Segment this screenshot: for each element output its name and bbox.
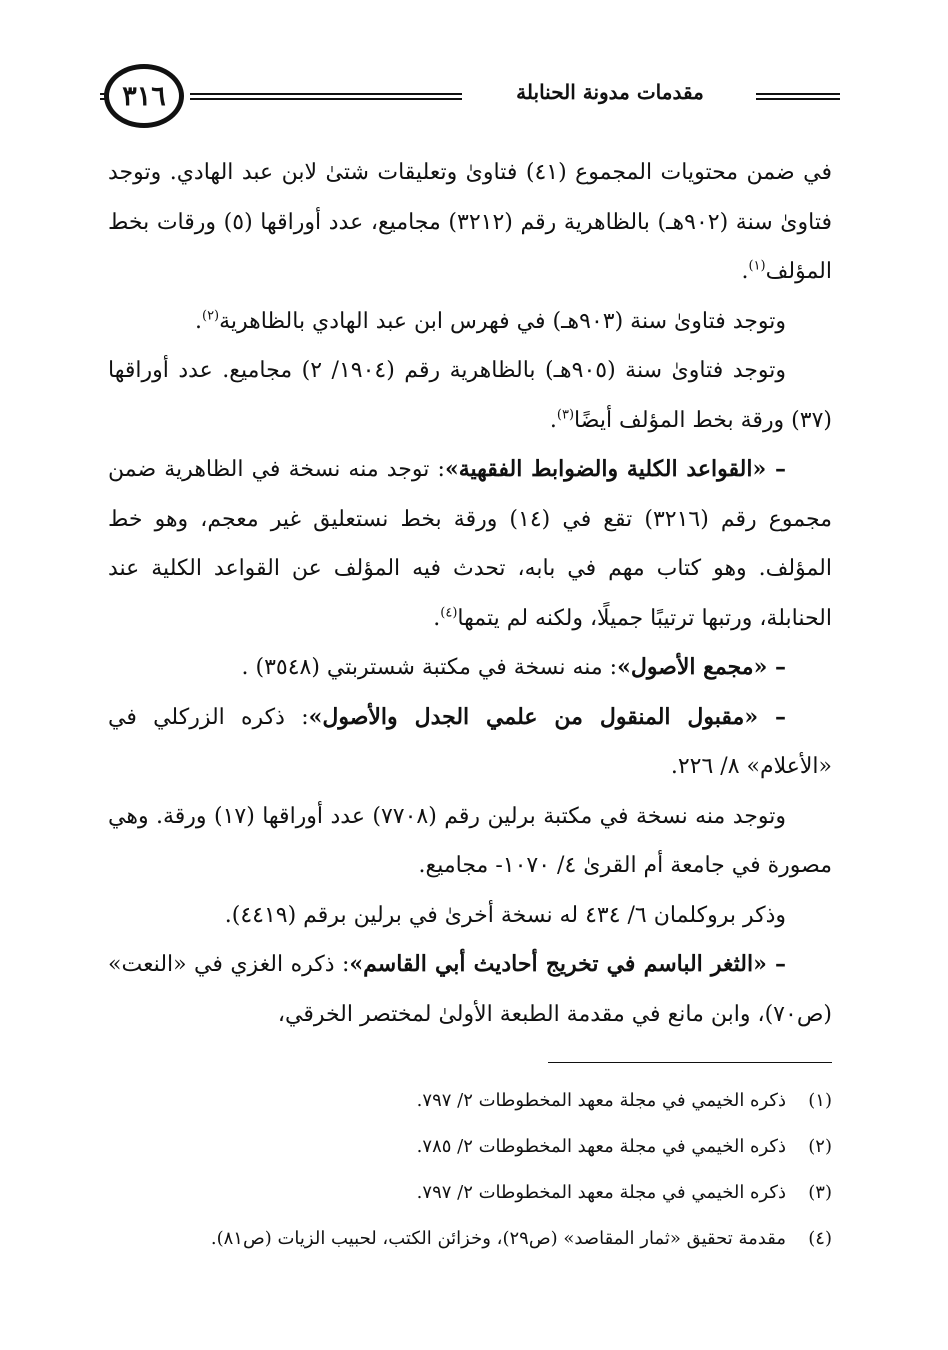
paragraph-5 [108,643,832,693]
page-header [100,62,840,140]
book-title: – «مقبول المنقول من علمي الجدل والأصول» [308,703,786,730]
footnote-ref: (٢) [201,308,220,324]
paragraph-text: : توجد منه نسخة في الظاهرية ضمن مجموع رقم (٣٢١٦) تقع في (١٤) ورقة بخط نستعليق غير معجم، وهو خط المؤلف. وهو كتاب مهم في بابه، تحدث فيه المؤلف عن القواعد الكلية عند الحنابلة، ورتبها ترتيبًا جميلًا، ولكنه لم يتمها [108,457,832,631]
footnote [108,1078,832,1124]
paragraph-7 [108,792,832,891]
punctuation: . [194,308,202,334]
page-number-badge [104,64,184,128]
paragraph-1 [108,148,832,297]
paragraph-text: : ذكره الغزي في «النعت» (ص٧٠)، وابن مانع في مقدمة الطبعة الأولىٰ لمختصر الخرقي، [108,952,832,1027]
header-rule-right [756,93,840,100]
paragraph-text: وتوجد منه نسخة في مكتبة برلين رقم (٧٧٠٨) عدد أوراقها (١٧) ورقة. وهي مصورة في جامعة أم القرىٰ ٤/ ١٠٧٠- مجاميع. [108,803,832,878]
paragraph-text: في ضمن محتويات المجموع (٤١) فتاوىٰ وتعليقات شتىٰ لابن عبد الهادي. وتوجد فتاوىٰ سنة (٩٠٢هـ) بالظاهرية رقم (٣٢١٢) مجاميع، عدد أوراقها (٥) ورقات بخط المؤلف [108,160,832,284]
book-title: – «مجمع الأصول» [617,654,786,680]
punctuation: . [741,259,749,284]
paragraph-text: وتوجد فتاوىٰ سنة (٩٠٥هـ) بالظاهرية رقم (١٩٠٤/ ٢) مجاميع. عدد أوراقها (٣٧) ورقة بخط المؤلف أيضًا [108,358,832,433]
footnote-number: (٣) [808,1182,832,1203]
book-title: – «القواعد الكلية والضوابط الفقهية» [444,456,786,482]
book-title: – «الثغر الباسم في تخريج أحاديث أبي القاسم» [349,951,786,977]
page-number: ٣١٦ [122,80,166,112]
footnote-text: مقدمة تحقيق «ثمار المقاصد» (ص٢٩)، وخزائن الكتب، لحبيب الزيات (ص٨١). [210,1228,786,1249]
footnote-separator [548,1062,832,1063]
paragraph-text: وذكر بروكلمان ٦/ ٤٣٤ له نسخة أخرىٰ في برلين برقم (٤٤١٩). [224,902,786,928]
footnote [108,1124,832,1170]
footnote-number: (٤) [808,1228,832,1249]
footnote-text: ذكره الخيمي في مجلة معهد المخطوطات ٢/ ٧٩٧. [416,1090,786,1111]
paragraph-4 [108,445,832,643]
footnote-number: (٢) [808,1136,832,1157]
footnote-text: ذكره الخيمي في مجلة معهد المخطوطات ٢/ ٧٨٥. [416,1136,786,1157]
footnote-text: ذكره الخيمي في مجلة معهد المخطوطات ٢/ ٧٩٧. [416,1182,786,1203]
paragraph-9 [108,940,832,1039]
punctuation: . [433,605,441,631]
paragraph-text: : منه نسخة في مكتبة شستربتي (٣٥٤٨) . [241,655,618,680]
footnote-number: (١) [808,1090,832,1111]
paragraph-3 [108,346,832,445]
paragraph-8 [108,891,832,941]
footnote-ref: (٤) [440,605,458,621]
footnote [108,1216,832,1262]
paragraph-6 [108,693,832,792]
footnote [108,1170,832,1216]
punctuation: . [549,407,557,433]
paragraph-text: : ذكره الزركلي في «الأعلام» ٨/ ٢٢٦. [108,704,832,779]
footnote-ref: (٣) [556,407,575,423]
footnote-ref: (١) [748,258,766,274]
paragraph-text: وتوجد فتاوىٰ سنة (٩٠٣هـ) في فهرس ابن عبد الهادي بالظاهرية [219,308,786,334]
paragraph-2 [108,297,832,347]
footnotes [108,1078,832,1262]
main-text [108,148,832,1039]
header-rule-left [190,93,462,100]
running-title: مقدمات مدونة الحنابلة [516,80,704,104]
